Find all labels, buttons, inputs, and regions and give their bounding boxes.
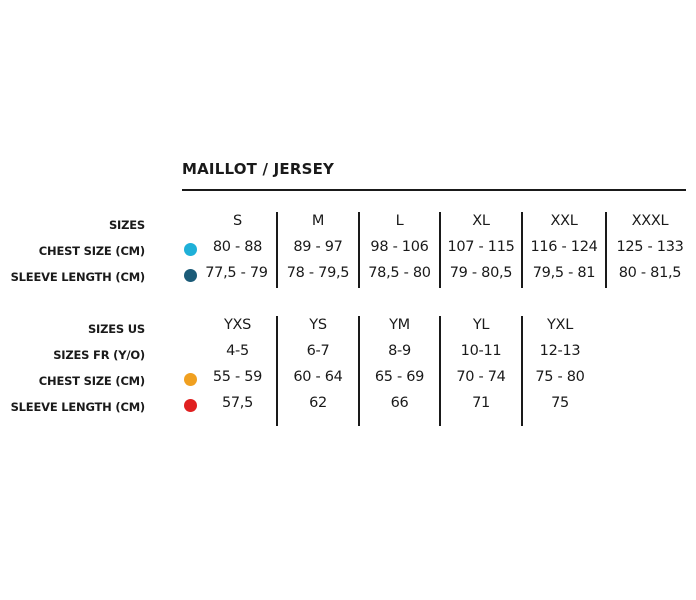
chest-cell: 55 - 59	[212, 369, 263, 385]
size-cell: S	[233, 213, 242, 229]
size-cell: XL	[472, 213, 490, 229]
size-cell: M	[311, 213, 325, 229]
label-sizes: SIZES	[108, 218, 145, 232]
sleeve-cell: 78 - 79,5	[286, 265, 350, 281]
chest-cell: 65 - 69	[374, 369, 425, 385]
size-fr-cell: 4-5	[226, 343, 249, 359]
sleeve-cell: 75	[551, 395, 569, 411]
label-chest-size: CHEST SIZE (CM)	[38, 374, 145, 388]
size-fr-cell: 8-9	[388, 343, 411, 359]
label-sleeve-length: SLEEVE LENGTH (CM)	[10, 270, 145, 284]
size-us-cell: YS	[309, 317, 327, 333]
size-us-cell: YXL	[547, 317, 573, 333]
size-cell: XXL	[550, 213, 578, 229]
chest-cell: 70 - 74	[456, 369, 506, 385]
label-chest-size: CHEST SIZE (CM)	[38, 244, 145, 258]
sleeve-cell: 62	[309, 395, 327, 411]
size-us-cell: YL	[472, 317, 490, 333]
size-us-cell: YM	[389, 317, 410, 333]
chest-cell: 89 - 97	[293, 239, 343, 255]
sleeve-cell: 57,5	[221, 395, 254, 411]
sleeve-cell: 79 - 80,5	[449, 265, 513, 281]
size-fr-cell: 12-13	[539, 343, 581, 359]
label-sleeve-length: SLEEVE LENGTH (CM)	[10, 400, 145, 414]
chest-cell: 125 - 133	[616, 239, 684, 255]
size-fr-cell: 10-11	[460, 343, 502, 359]
table-title: MAILLOT / JERSEY	[182, 160, 335, 178]
title-divider	[182, 189, 686, 191]
sleeve-cell: 78,5 - 80	[368, 265, 431, 281]
sleeve-cell: 79,5 - 81	[532, 265, 596, 281]
chest-cell: 98 - 106	[370, 239, 429, 255]
chest-cell: 60 - 64	[293, 369, 343, 385]
size-cell: XXXL	[631, 213, 669, 229]
chest-cell: 80 - 88	[212, 239, 263, 255]
chest-color-dot	[184, 373, 197, 386]
sleeve-cell: 80 - 81,5	[618, 265, 682, 281]
label-sizes-fr: SIZES FR (Y/O)	[53, 348, 145, 362]
sleeve-cell: 71	[472, 395, 490, 411]
sleeve-color-dot	[184, 269, 197, 282]
size-us-cell: YXS	[223, 317, 252, 333]
sleeve-cell: 77,5 - 79	[205, 265, 268, 281]
sleeve-color-dot	[184, 399, 197, 412]
chest-cell: 107 - 115	[447, 239, 515, 255]
sleeve-cell: 66	[390, 395, 409, 411]
size-fr-cell: 6-7	[306, 343, 330, 359]
chest-color-dot	[184, 243, 197, 256]
chest-cell: 75 - 80	[535, 369, 585, 385]
size-cell: L	[395, 213, 404, 229]
label-sizes-us: SIZES US	[87, 322, 145, 336]
chest-cell: 116 - 124	[530, 239, 598, 255]
